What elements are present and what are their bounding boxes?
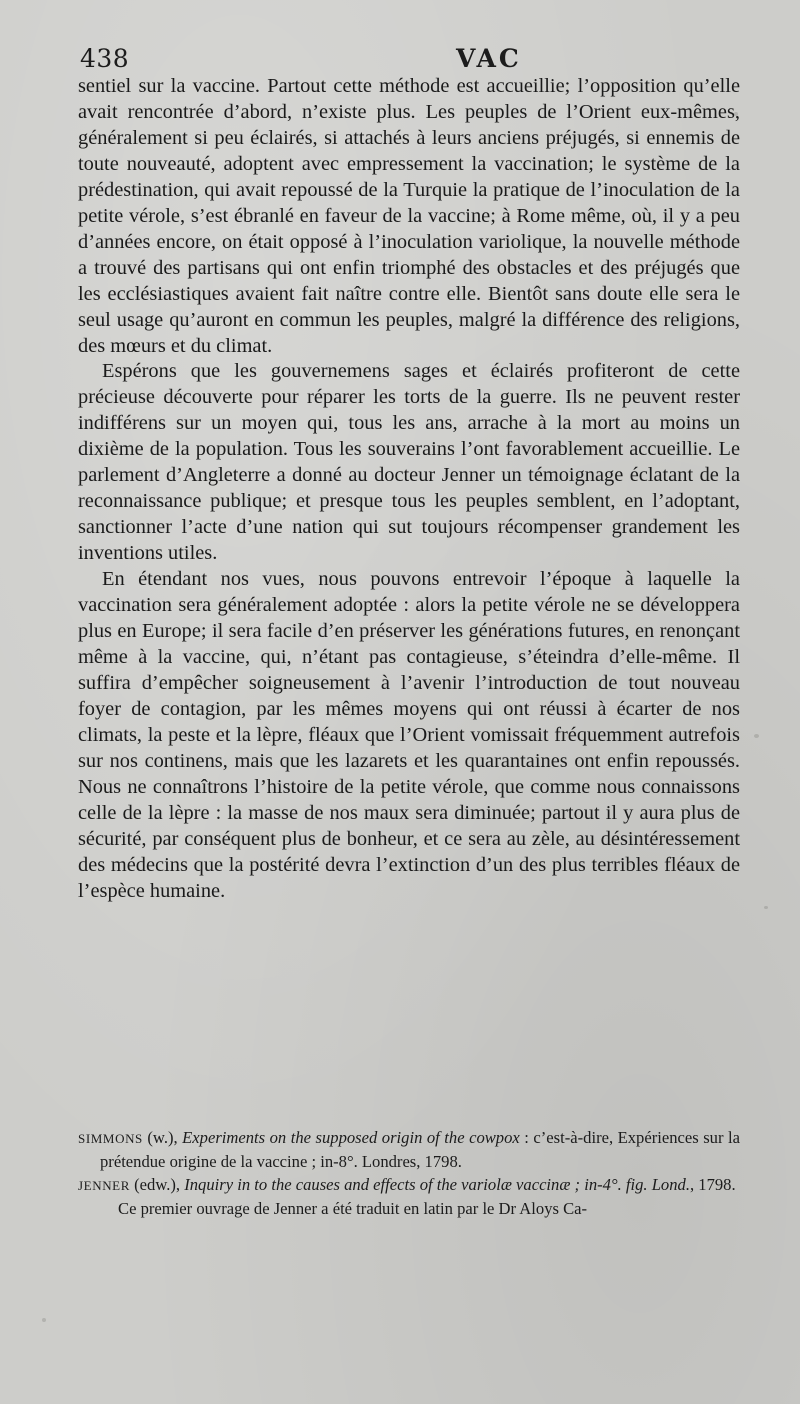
running-head: VAC xyxy=(456,44,522,73)
paragraph: sentiel sur la vaccine. Partout cette méthode est accueillie; l’opposition qu’elle avait rencontrée d’abord, n’existe plus. Les peuples de l’Orient eux-mêmes, généralement si peu éclairés, si attachés à leurs anciens préjugés, si ennemis de toute nouveauté, adoptent avec empressement la vaccination; le système de la prédestination, qui avait repoussé de la Turquie la pratique de l’inoculation de la petite vérole, s’est ébranlé en faveur de la vaccine; à Rome même, où, il y a peu d’années encore, on était opposé à l’inoculation variolique, la nouvelle méthode a trouvé des partisans qui ont enfin triomphé des obstacles et des préjugés que les ecclésiastiques avaient fait naître contre elle. Bientôt sans doute elle sera le seul usage qu’auront en commun les peuples, malgré la différence des religions, des mœurs et du climat. xyxy=(78,75,740,357)
reference-title: Inquiry in to the causes and effects of the variolæ vaccinæ ; in-4°. fig. Lond. xyxy=(184,1175,690,1194)
reference-author: JENNER xyxy=(78,1178,130,1193)
paper-spot xyxy=(42,1318,46,1322)
reference-jenner xyxy=(78,1173,740,1197)
paragraph: En étendant nos vues, nous pouvons entrevoir l’époque à laquelle la vaccination sera généralement adoptée : alors la petite vérole ne se développera plus en Europe; il sera facile d’en préserver les générations futures, en renonçant même à la vaccine, qui, n’étant pas contagieuse, s’éteindra d’elle-même. Il suffira d’empêcher soigneusement à l’avenir l’introduction de tout nouveau foyer de contagion, par les mêmes moyens qui ont réussi à écarter de nos climats, la peste et la lèpre, fléaux que l’Orient vomissait fréquemment autrefois sur nos continens, mais que les lazarets et les quarantaines ont enfin repoussés. Nous ne connaîtrons l’histoire de la petite vérole, que comme nous connaissons celle de la lèpre : la masse de nos maux sera diminuée; partout il y aura plus de sécurité, par conséquent plus de bonheur, et ce sera au zèle, au désintéressement des médecins que la postérité devra l’extinction d’un des plus terribles fléaux de l’espèce humaine. xyxy=(78,568,740,902)
page-number: 438 xyxy=(80,44,130,73)
paper-spot xyxy=(764,906,768,909)
reference-initials: (w.), xyxy=(142,1128,183,1147)
main-text xyxy=(78,74,740,905)
reference-initials: (edw.), xyxy=(130,1175,185,1194)
paragraph: Espérons que les gouvernemens sages et éclairés profiteront de cette précieuse découverte pour réparer les torts de la guerre. Ils ne peuvent rester indifférens sur un moyen qui, tous les ans, arrache à la mort au moins un dixième de la population. Tous les souverains l’ont favorablement accueillie. Le parlement d’Angleterre a donné au docteur Jenner un témoignage éclatant de la reconnaissance publique; et presque tous les peuples semblent, en l’adoptant, sanctionner l’acte d’une nation qui sut toujours récompenser grandement les inventions utiles. xyxy=(78,360,740,565)
reference-simmons xyxy=(78,1126,740,1173)
reference-author: SIMMONS xyxy=(78,1131,143,1146)
paper-spot xyxy=(754,734,759,738)
reference-details: : c’est-à-dire, Expériences sur la prétendue origine de la vaccine ; in-8°. Londres, 1798. xyxy=(100,1128,740,1171)
bibliography xyxy=(78,1126,740,1220)
footnote-continuation: Ce premier ouvrage de Jenner a été traduit en latin par le Dr Aloys Ca- xyxy=(118,1199,588,1218)
reference-title: Experiments on the supposed origin of the cowpox xyxy=(182,1128,520,1147)
reference-details: , 1798. xyxy=(689,1175,736,1194)
